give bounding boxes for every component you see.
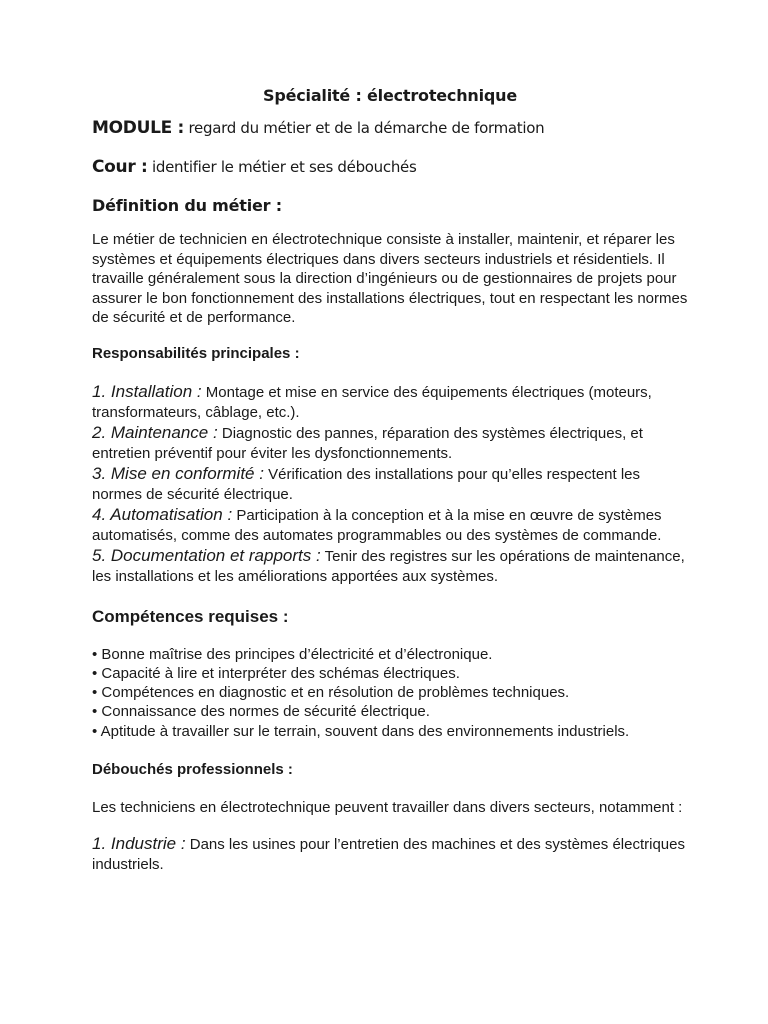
list-item-lead: 3. Mise en conformité : bbox=[92, 463, 264, 483]
list-item-text: Participation à la conception et à la mise en œuvre de systèmes automatisés, comme des automates programmables ou des systèmes de commande. bbox=[92, 506, 662, 544]
list-item-text: Montage et mise en service des équipements électriques (moteurs, transformateurs, câblage, etc.). bbox=[92, 383, 652, 421]
responsabilites-heading: Responsabilités principales : bbox=[92, 344, 300, 362]
definition-paragraph: Le métier de technicien en électrotechnique consiste à installer, maintenir, et réparer les systèmes et équipements électriques dans divers secteurs industriels et résidentiels. Il travaille généralement sous la direction d’ingénieurs ou de gestionnaires de projets pour assurer le bon fonctionnement des installations électriques, tout en respectant les normes de sécurité et de performance. bbox=[92, 231, 688, 326]
bullet-item: • Aptitude à travailler sur le terrain, souvent dans des environnements industriels. bbox=[92, 722, 630, 740]
bullet-item: • Bonne maîtrise des principes d’électricité et d’électronique. bbox=[92, 645, 493, 663]
list-item-lead: 4. Automatisation : bbox=[92, 504, 233, 524]
list-item bbox=[92, 834, 688, 875]
list-item-lead: 1. Industrie : bbox=[92, 834, 186, 854]
competences-list bbox=[92, 645, 688, 741]
cour-value: identifier le métier et ses débouchés bbox=[147, 158, 417, 176]
document-title: Spécialité : électrotechnique bbox=[263, 86, 517, 105]
document-page bbox=[92, 86, 688, 895]
list-item bbox=[92, 423, 688, 464]
module-value: regard du métier et de la démarche de formation bbox=[184, 119, 545, 137]
list-item bbox=[92, 546, 688, 587]
list-item-lead: 1. Installation : bbox=[92, 381, 202, 401]
debouches-list bbox=[92, 834, 688, 875]
competences-heading: Compétences requises : bbox=[92, 606, 289, 626]
module-line bbox=[92, 118, 688, 138]
cour-line bbox=[92, 157, 688, 177]
list-item bbox=[92, 464, 688, 505]
list-item-lead: 5. Documentation et rapports : bbox=[92, 545, 321, 565]
bullet-item: • Compétences en diagnostic et en résolution de problèmes techniques. bbox=[92, 684, 570, 702]
list-item-text: Tenir des registres sur les opérations de maintenance, les installations et les améliorations apportées aux systèmes. bbox=[92, 547, 685, 585]
list-item-text: Vérification des installations pour qu’elles respectent les normes de sécurité électrique. bbox=[92, 465, 641, 503]
definition-heading: Définition du métier : bbox=[92, 196, 282, 215]
bullet-item: • Connaissance des normes de sécurité électrique. bbox=[92, 703, 430, 721]
cour-key: Cour : bbox=[92, 157, 148, 177]
debouches-heading: Débouchés professionnels : bbox=[92, 760, 293, 778]
bullet-item: • Capacité à lire et interpréter des schémas électriques. bbox=[92, 664, 460, 682]
list-item bbox=[92, 382, 688, 423]
list-item bbox=[92, 505, 688, 546]
responsabilites-list bbox=[92, 382, 688, 587]
list-item-text: Diagnostic des pannes, réparation des systèmes électriques, et entretien préventif pour éviter les dysfonctionnements. bbox=[92, 424, 643, 462]
module-key: MODULE : bbox=[92, 118, 185, 138]
list-item-text: Dans les usines pour l’entretien des machines et des systèmes électriques industriels. bbox=[92, 836, 685, 874]
list-item-lead: 2. Maintenance : bbox=[92, 422, 218, 442]
debouches-intro: Les techniciens en électrotechnique peuvent travailler dans divers secteurs, notamment : bbox=[92, 798, 683, 816]
